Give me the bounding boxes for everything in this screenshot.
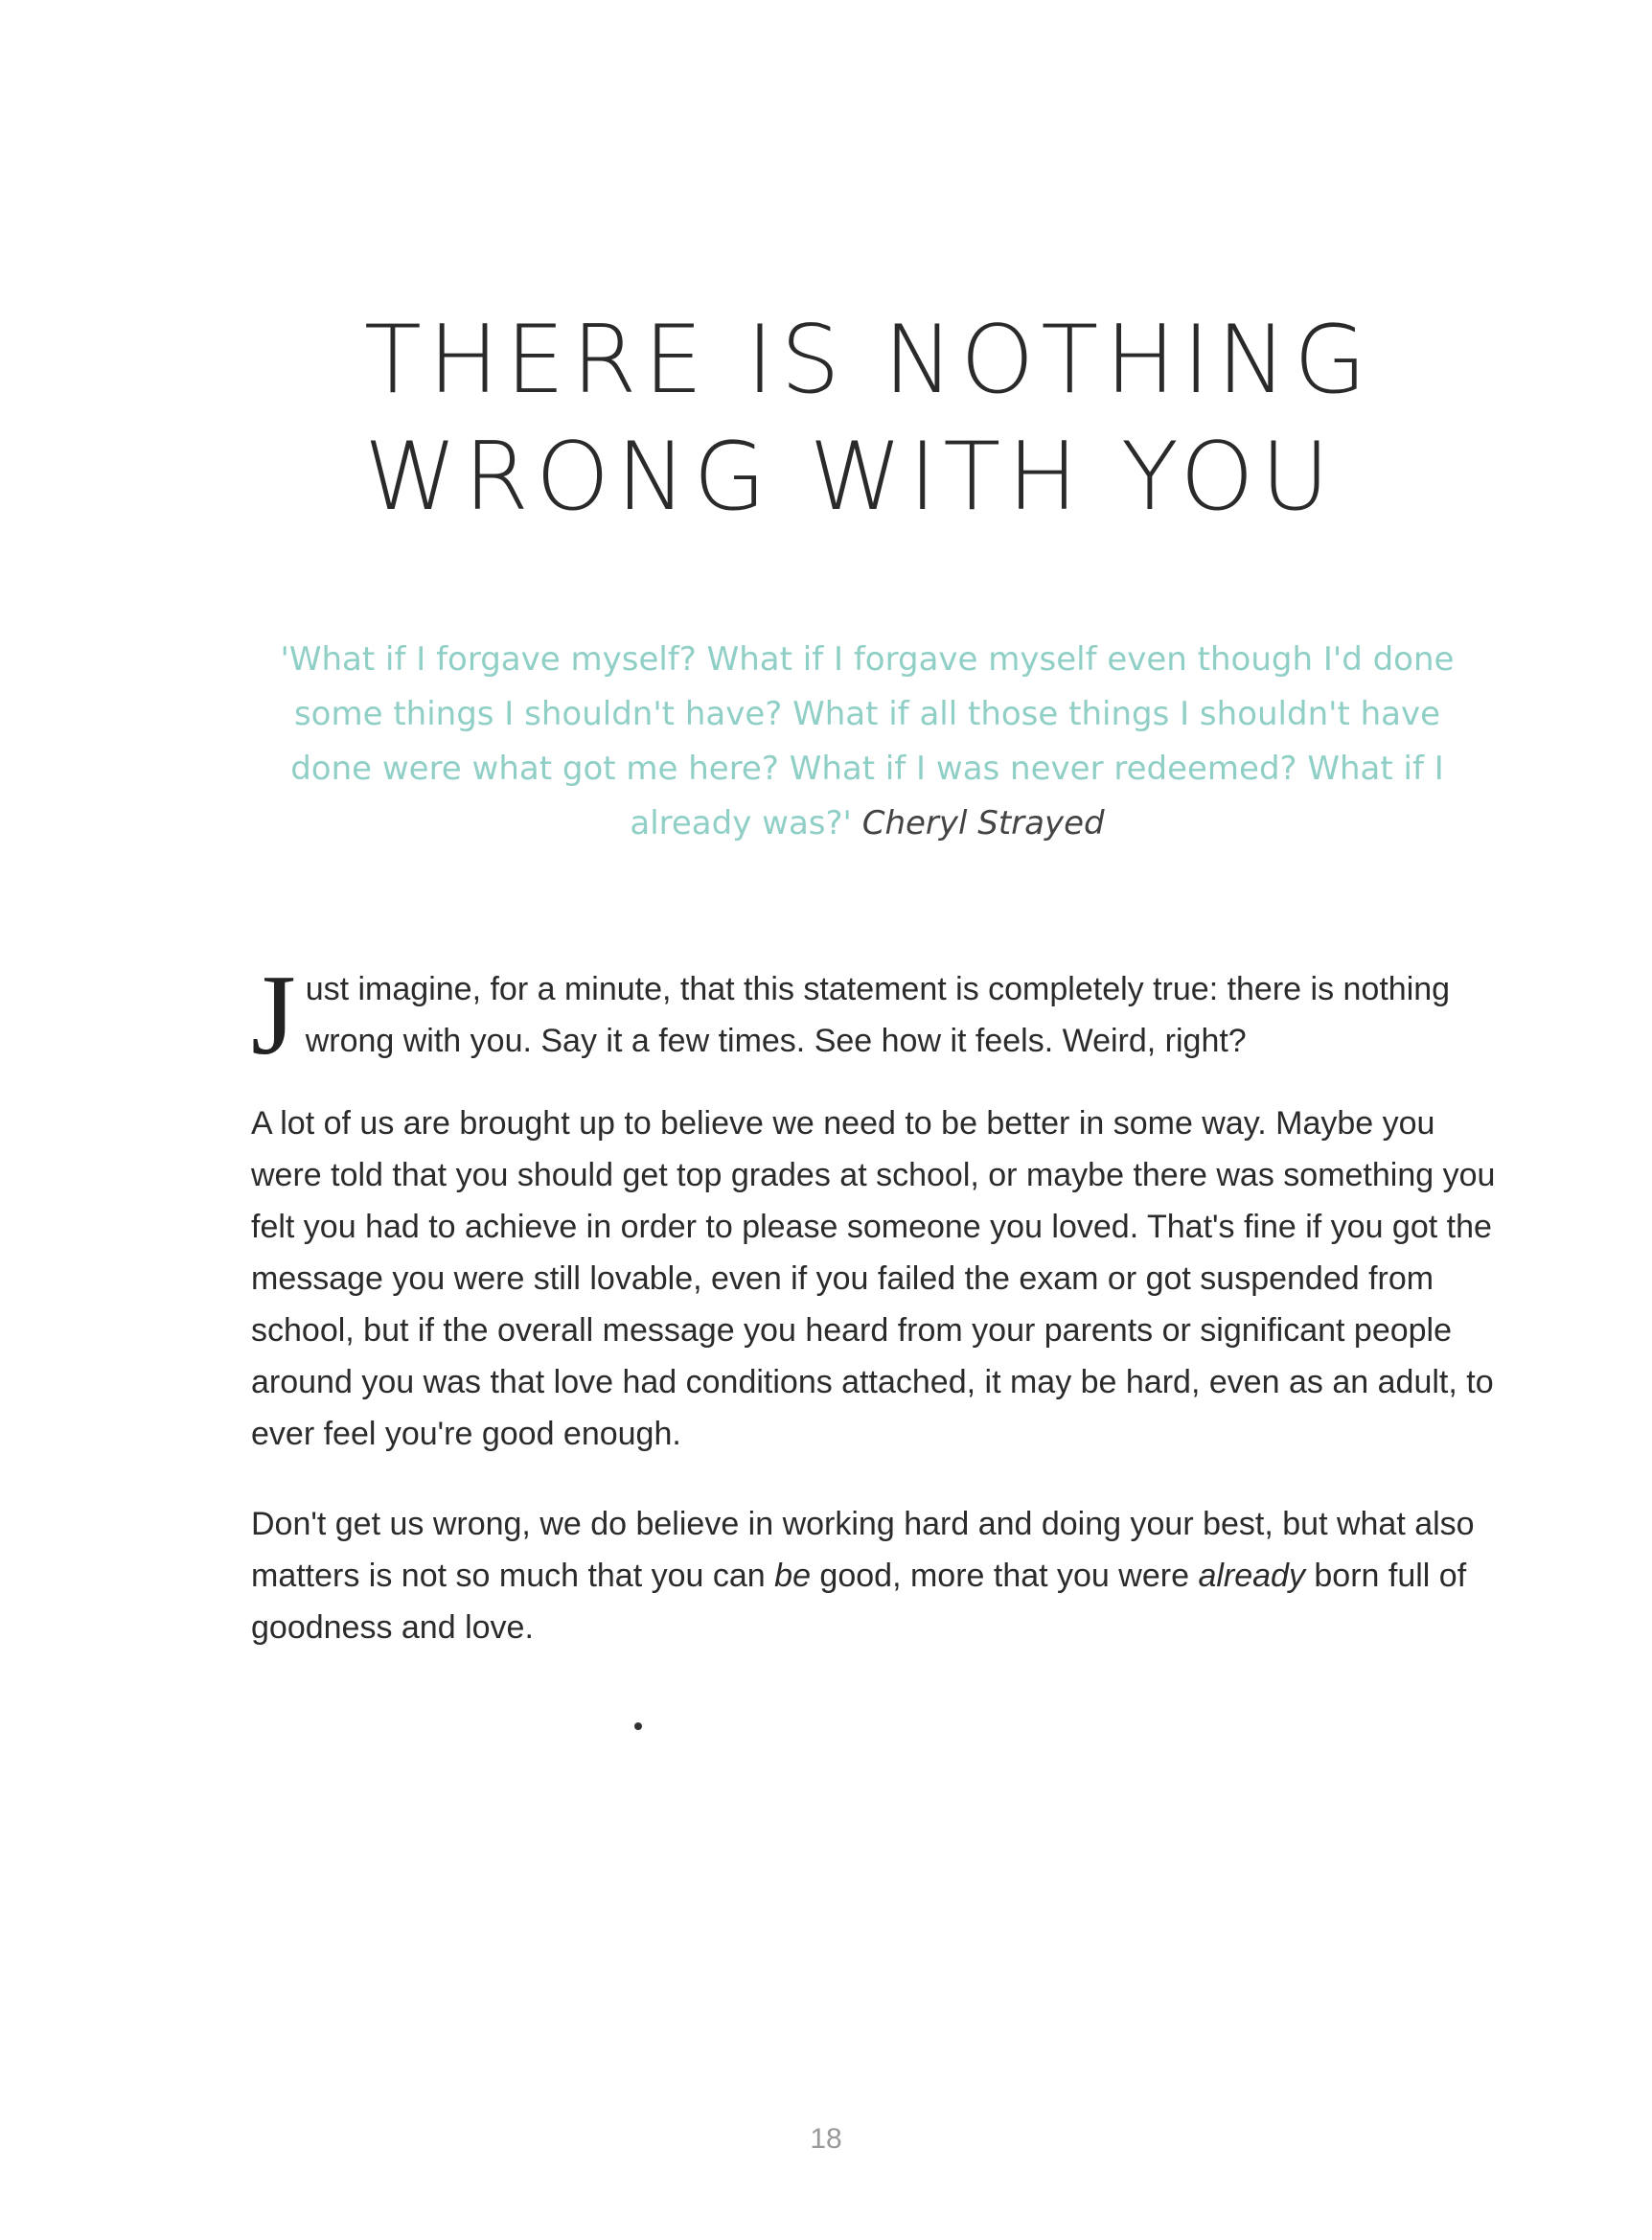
quote-author: Cheryl Strayed <box>861 804 1105 843</box>
paragraph-3 <box>251 1498 1497 1653</box>
paragraph-3-emphasis-be: be <box>774 1558 811 1594</box>
paragraph-2-text: A lot of us are brought up to believe we need to be better in some way. Maybe you were told that you should get top grades at school, or maybe there was something you felt you had to achieve in order to please someone you loved. That's fine if you got the message you were still lovable, even if you failed the exam or got suspended from school, but if the overall message you heard from your parents or significant people around you was that love had conditions attached, it may be hard, even as an adult, to ever feel you're good enough. <box>251 1105 1496 1452</box>
paragraph-3-text-c: born full of goodness and love. <box>251 1558 1467 1646</box>
drop-cap: J <box>251 951 296 1078</box>
bullet-dot-ornament <box>634 1722 642 1730</box>
chapter-title <box>364 302 1418 536</box>
chapter-title-line-1: THERE IS NOTHING <box>364 306 1374 415</box>
paragraph-3-emphasis-already: already <box>1198 1558 1305 1594</box>
paragraph-3-text-b: good, more that you were <box>810 1558 1199 1594</box>
paragraph-2 <box>251 1097 1497 1460</box>
paragraph-3-text-a: Don't get us wrong, we do believe in working hard and doing your best, but what also matters is not so much that you can <box>251 1506 1475 1594</box>
paragraph-1-text: ust imagine, for a minute, that this statement is completely true: there is nothing wrong with you. Say it a few times. See how it feels. Weird, right? <box>305 971 1451 1059</box>
epigraph-quote <box>259 633 1476 851</box>
page-number: 18 <box>810 2123 842 2155</box>
quote-text: 'What if I forgave myself? What if I forgave myself even though I'd done some things I shouldn't have? What if all those things I shouldn't have done were what got me here? What if I was never redeemed? What if I already was?' <box>280 640 1455 843</box>
paragraph-1 <box>251 951 1497 1078</box>
chapter-title-line-2: WRONG WITH YOU <box>364 423 1337 532</box>
